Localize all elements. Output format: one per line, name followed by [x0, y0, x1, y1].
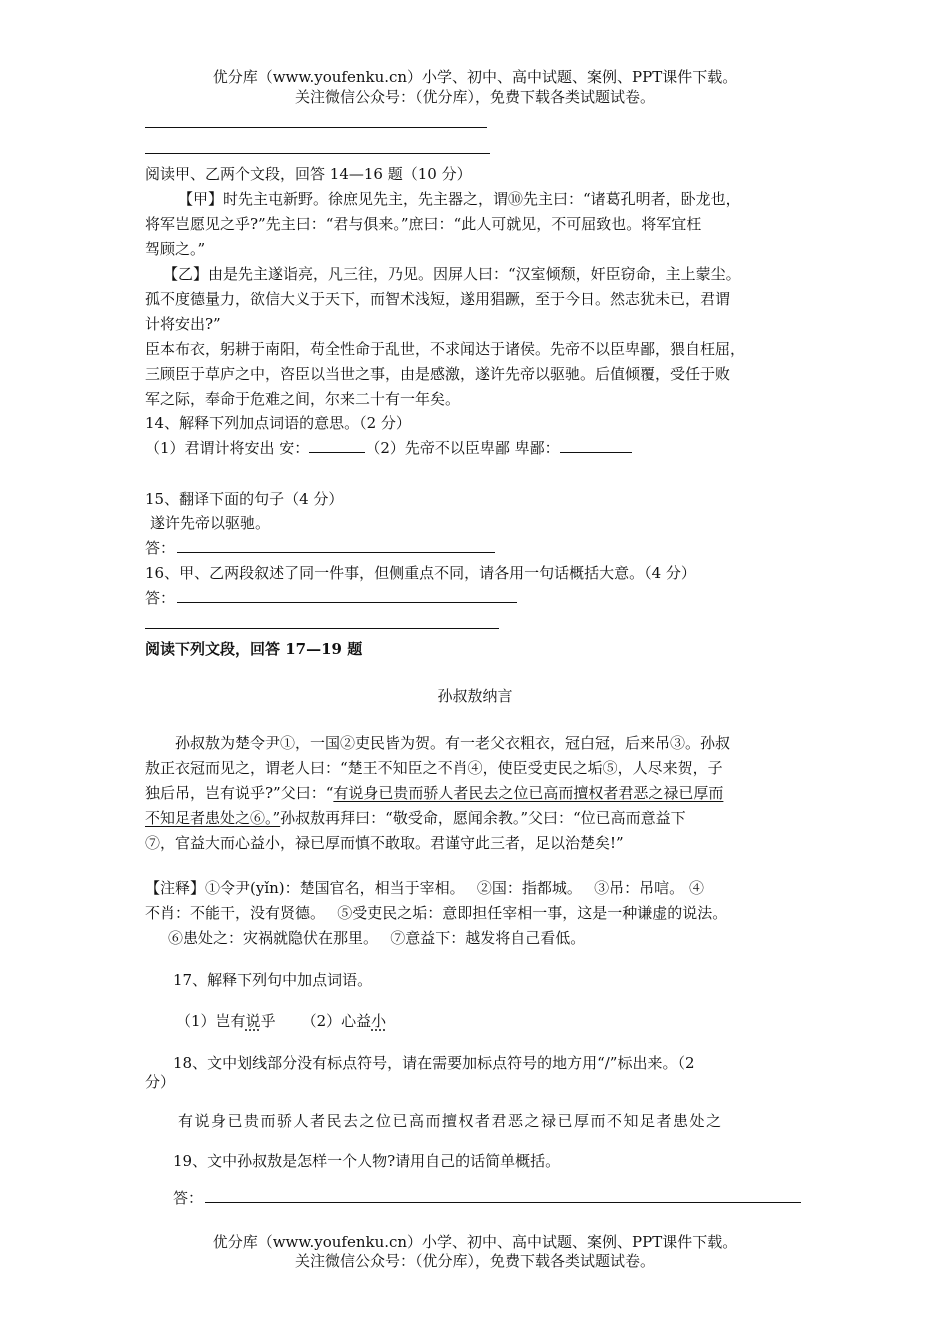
passage-line: 敖正衣冠而见之，谓老人曰：“楚王不知臣之不肖④，使臣受吏民之垢⑤，人尽来贺，子 — [145, 759, 723, 777]
section2-intro: 阅读下列文段，回答 17—19 题 — [145, 640, 363, 658]
note-line: 【注释】①令尹(yǐn)：楚国官名，相当于宰相。 ②国：指都城。 ③吊：吊唁。 ④ — [145, 879, 704, 897]
answer-line — [145, 153, 490, 154]
passage-yi-line: 三顾臣于草庐之中，咨臣以当世之事，由是感激，遂许先帝以驱驰。后值倾覆，受任于败 — [145, 365, 731, 383]
passage-title: 孙叔敖纳言 — [437, 687, 513, 705]
q17-item-1-post: 乎 — [260, 1012, 276, 1030]
q19-answer-label: 答： — [173, 1189, 204, 1207]
q16-answer-line-2[interactable] — [145, 628, 499, 629]
passage-yi-line: 臣本布衣，躬耕于南阳，苟全性命于乱世，不求闻达于诸侯。先帝不以臣卑鄙，猥自枉屈， — [145, 340, 746, 358]
q15-answer-line[interactable] — [177, 552, 495, 553]
q14-item-1: （1）君谓计将安出 安： — [145, 439, 310, 457]
q14-blank-2[interactable] — [560, 438, 632, 453]
question-14-items — [145, 437, 632, 458]
question-15: 15、翻译下面的句子（4 分） — [145, 490, 344, 508]
q16-answer-label: 答： — [145, 589, 176, 607]
q17-dotted-word-1: 说 — [245, 1012, 261, 1030]
q14-blank-1[interactable] — [309, 438, 365, 453]
passage-jia-line: 驾顾之。” — [145, 240, 206, 258]
passage-jia-line: 将军岂愿见之乎?”先主曰：“君与俱来。”庶曰：“此人可就见，不可屈致也。将军宜枉 — [145, 215, 702, 233]
note-line: 不肖：不能干，没有贤德。 ⑤受吏民之垢：意即担任宰相一事，这是一种谦虚的说法。 — [145, 904, 728, 922]
note-line: ⑥患处之：灾祸就隐伏在那里。 ⑦意益下：越发将自己看低。 — [168, 929, 586, 947]
q16-answer-line[interactable] — [177, 602, 517, 603]
question-17: 17、解释下列句中加点词语。 — [173, 971, 373, 989]
question-14: 14、解释下列加点词语的意思。（2 分） — [145, 414, 411, 432]
question-19: 19、文中孙叔敖是怎样一个人物?请用自己的话简单概括。 — [173, 1152, 561, 1170]
section1-intro: 阅读甲、乙两个文段，回答 14—16 题（10 分） — [145, 165, 472, 183]
passage-jia-line: 【甲】时先主屯新野。徐庶见先主，先主器之，谓⑩先主曰：“诸葛孔明者，卧龙也， — [178, 190, 741, 208]
passage-yi-line: 【乙】由是先主遂诣亮，凡三往，乃见。因屏人曰：“汉室倾颓，奸臣窃命，主上蒙尘。 — [163, 265, 741, 283]
question-18-cont: 分） — [145, 1073, 176, 1091]
q17-item-1-pre: （1）岂有 — [176, 1012, 246, 1030]
passage-line — [145, 807, 686, 828]
passage-line — [145, 782, 723, 803]
passage-yi-line: 计将安出?” — [145, 315, 221, 333]
passage-line: 孙叔敖为楚令尹①，一国②吏民皆为贺。有一老父衣粗衣，冠白冠，后来吊③。孙叔 — [175, 734, 731, 752]
passage-line: ⑦，官益大而心益小，禄已厚而慎不敢取。君谨守此三者，足以治楚矣!” — [145, 834, 624, 852]
underlined-passage: 不知足者患处之⑥。” — [145, 809, 281, 827]
underlined-passage: 有说身已贵而骄人者民去之位已高而擅权者君恶之禄已厚而 — [333, 784, 724, 802]
answer-line — [145, 127, 487, 128]
q18-unpunctuated-text[interactable]: 有说身已贵而骄人者民去之位已高而擅权者君恶之禄已厚而不知足者患处之 — [178, 1112, 723, 1130]
q17-item-2-pre: （2）心益 — [301, 1012, 372, 1030]
footer-line-1: 优分库（www.youfenku.cn）小学、初中、高中试题、案例、PPT课件下载。 — [212, 1233, 738, 1251]
header-line-2: 关注微信公众号：（优分库），免费下载各类试题试卷。 — [294, 88, 655, 106]
passage-yi-line: 军之际，奉命于危难之间，尔来二十有一年矣。 — [145, 390, 461, 408]
header-line-1: 优分库（www.youfenku.cn）小学、初中、高中试题、案例、PPT课件下载。 — [212, 68, 738, 86]
passage-yi-line: 孤不度德量力，欲信大义于天下，而智术浅短，遂用猖蹶，至于今日。然志犹未已，君谓 — [145, 290, 731, 308]
passage-text: 孙叔敖再拜曰：“敬受命，愿闻余教。”父曰：“位已高而意益下 — [280, 809, 686, 827]
q15-sentence: 遂许先帝以驱驰。 — [150, 514, 271, 532]
question-16: 16、甲、乙两段叙述了同一件事，但侧重点不同，请各用一句话概括大意。（4 分） — [145, 564, 696, 582]
question-18: 18、文中划线部分没有标点符号，请在需要加标点符号的地方用“/”标出来。（2 — [173, 1054, 695, 1072]
q17-dotted-word-2: 小 — [371, 1012, 387, 1030]
footer-line-2: 关注微信公众号：（优分库），免费下载各类试题试卷。 — [294, 1252, 655, 1270]
q15-answer-label: 答： — [145, 539, 176, 557]
passage-text: 独后吊，岂有说乎?”父曰：“ — [145, 784, 334, 802]
q19-answer-line[interactable] — [205, 1202, 801, 1203]
q14-item-2: （2）先帝不以臣卑鄙 卑鄙： — [365, 439, 560, 457]
question-17-items — [176, 1010, 386, 1031]
